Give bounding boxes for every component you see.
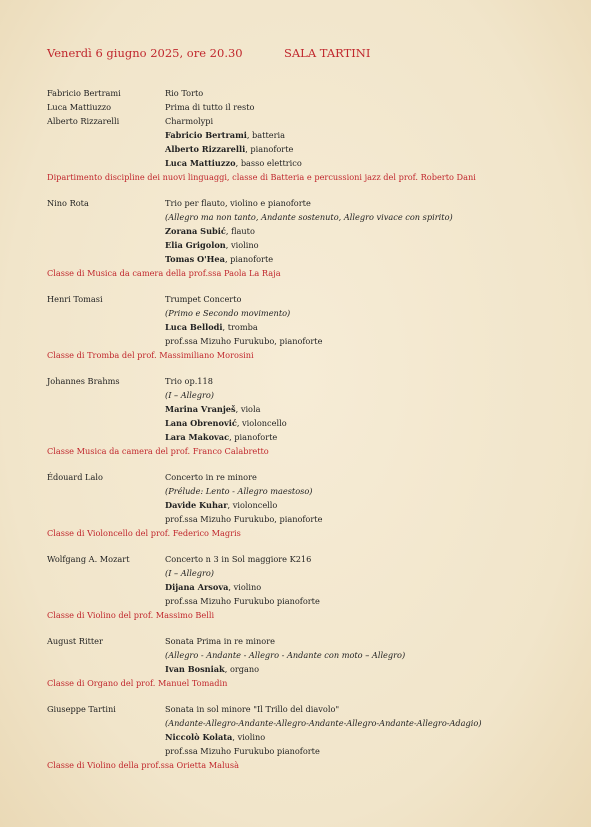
program-item — [47, 196, 567, 280]
performer-role: , violino — [228, 582, 262, 592]
class-credit: Classe di Violino della prof.ssa Orietta Malusà — [47, 760, 239, 770]
performer-row — [47, 224, 567, 238]
performer-role: , violoncello — [236, 418, 287, 428]
program-row — [47, 114, 567, 128]
performer-row — [47, 252, 567, 266]
performer-name: Luca Mattiuzzo — [165, 158, 236, 168]
composer: Luca Mattiuzzo — [47, 102, 112, 112]
performer-role: , basso elettrico — [235, 158, 302, 168]
performer-name: Niccolò Kolata — [165, 732, 233, 742]
performer-role: , flauto — [225, 226, 255, 236]
performer-row — [47, 416, 567, 430]
movements-row — [47, 388, 567, 402]
movements-row — [47, 210, 567, 224]
performer-role: , violino — [225, 240, 259, 250]
composer: Alberto Rizzarelli — [47, 116, 120, 126]
piece-title: Trio per flauto, violino e pianoforte — [165, 198, 311, 208]
program-item — [47, 374, 567, 458]
composer: August Ritter — [47, 636, 103, 646]
movements: (Primo e Secondo movimento) — [165, 308, 291, 318]
performer-name: Dijana Arsova — [165, 582, 229, 592]
performer-row — [47, 142, 567, 156]
performer-role: , pianoforte — [224, 254, 274, 264]
piece-title: Concerto n 3 in Sol maggiore K216 — [165, 554, 312, 564]
performer-row — [47, 320, 567, 334]
program-list — [47, 86, 567, 784]
movements: (I – Allegro) — [165, 568, 215, 578]
movements: (Prélude: Lento - Allegro maestoso) — [165, 486, 313, 496]
movements-row — [47, 306, 567, 320]
class-credit: Classe di Musica da camera della prof.ssa Paola La Raja — [47, 268, 281, 278]
program-item — [47, 470, 567, 540]
performer-role: , violoncello — [227, 500, 278, 510]
performer-name: Marina Vranješ — [165, 404, 236, 414]
program-row — [47, 196, 567, 210]
piece-title: Concerto in re minore — [165, 472, 257, 482]
composer: Giuseppe Tartini — [47, 704, 116, 714]
performer-row — [47, 730, 567, 744]
piece-title: Trumpet Concerto — [165, 294, 242, 304]
concert-date: Venerdì 6 giugno 2025, ore 20.30 — [47, 46, 243, 60]
movements-row — [47, 484, 567, 498]
performer-role: , violino — [232, 732, 266, 742]
performer-name: Tomas O'Hea — [165, 254, 225, 264]
performer-row — [47, 580, 567, 594]
performer-row — [47, 498, 567, 512]
performer-role: , pianoforte — [245, 144, 294, 154]
movements: (Allegro ma non tanto, Andante sostenuto, Allegro vivace con spirito) — [165, 212, 453, 222]
performer-role: , viola — [235, 404, 261, 414]
piece-title: Sonata in sol minore "Il Trillo del diavolo" — [165, 704, 340, 714]
program-item — [47, 702, 567, 772]
performer-row — [47, 402, 567, 416]
performer-row — [47, 334, 567, 348]
piece-title: Prima di tutto il resto — [165, 102, 255, 112]
composer: Fabricio Bertrami — [47, 88, 121, 98]
class-credit: Classe di Tromba del prof. Massimiliano Morosini — [47, 350, 254, 360]
performer-name: Ivan Bosniak — [165, 664, 225, 674]
piece-title: Charmolypi — [165, 116, 214, 126]
movements-row — [47, 716, 567, 730]
performer-name: Lana Obrenović — [165, 418, 237, 428]
piece-title: Trio op.118 — [165, 376, 213, 386]
performer-row — [47, 594, 567, 608]
class-credit: Classe di Violoncello del prof. Federico Magris — [47, 528, 241, 538]
composer: Nino Rota — [47, 198, 89, 208]
concert-venue: SALA TARTINI — [284, 46, 371, 60]
performer-row — [47, 512, 567, 526]
movements: (I – Allegro) — [165, 390, 215, 400]
piece-title: Sonata Prima in re minore — [165, 636, 275, 646]
program-row — [47, 100, 567, 114]
performer-name: Zorana Subić — [165, 226, 226, 236]
class-credit: Classe di Organo del prof. Manuel Tomadin — [47, 678, 228, 688]
performer-row — [47, 662, 567, 676]
composer: Wolfgang A. Mozart — [47, 554, 130, 564]
performer-role: , organo — [224, 664, 260, 674]
performer-name: Elia Grigolon — [165, 240, 226, 250]
performer-role: , pianoforte — [229, 432, 278, 442]
program-row — [47, 374, 567, 388]
class-credit: Dipartimento discipline dei nuovi linguaggi, classe di Batteria e percussioni jazz del prof. Roberto Dani — [47, 172, 476, 182]
program-row — [47, 634, 567, 648]
performer-name: Alberto Rizzarelli — [165, 144, 246, 154]
performer-role: prof.ssa Mizuho Furukubo pianoforte — [165, 596, 320, 606]
composer: Édouard Lalo — [47, 472, 103, 482]
piece-title: Rio Torto — [165, 88, 204, 98]
program-row — [47, 702, 567, 716]
movements-row — [47, 648, 567, 662]
program-row — [47, 86, 567, 100]
performer-role: , batteria — [246, 130, 286, 140]
performer-role: prof.ssa Mizuho Furukubo, pianoforte — [165, 336, 323, 346]
program-item — [47, 634, 567, 690]
program-item — [47, 552, 567, 622]
movements-row — [47, 566, 567, 580]
program-row — [47, 470, 567, 484]
performer-name: Davide Kuhar — [165, 500, 228, 510]
performer-row — [47, 156, 567, 170]
program-item — [47, 86, 567, 184]
performer-row — [47, 430, 567, 444]
class-credit: Classe di Violino del prof. Massimo Belli — [47, 610, 215, 620]
movements: (Allegro - Andante - Allegro - Andante con moto – Allegro) — [165, 650, 406, 660]
performer-name: Fabricio Bertrami — [165, 130, 247, 140]
performer-role: prof.ssa Mizuho Furukubo pianoforte — [165, 746, 320, 756]
performer-row — [47, 238, 567, 252]
performer-row — [47, 128, 567, 142]
performer-name: Lara Makovac — [165, 432, 230, 442]
composer: Henri Tomasi — [47, 294, 103, 304]
concert-header — [47, 46, 371, 60]
program-item — [47, 292, 567, 362]
composer: Johannes Brahms — [47, 376, 120, 386]
performer-role: , tromba — [222, 322, 258, 332]
performer-role: prof.ssa Mizuho Furukubo, pianoforte — [165, 514, 323, 524]
program-row — [47, 292, 567, 306]
movements: (Andante-Allegro-Andante-Allegro-Andante-Allegro-Andante-Allegro-Adagio) — [165, 718, 482, 728]
program-row — [47, 552, 567, 566]
performer-name: Luca Bellodi — [165, 322, 223, 332]
performer-row — [47, 744, 567, 758]
class-credit: Classe Musica da camera del prof. Franco Calabretto — [47, 446, 269, 456]
